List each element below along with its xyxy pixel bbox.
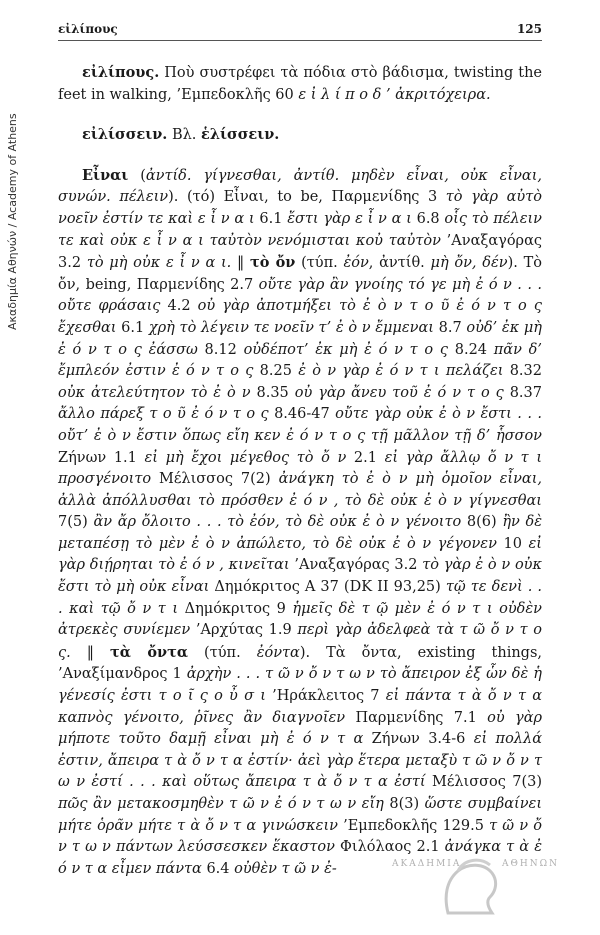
entry-text-run: Φιλόλαος 2.1 [334,839,445,856]
entry-text-run: (τύπ. [188,644,257,661]
entry-text-run: οἷς τὸ πέλειν τε καὶ οὐκ ε ἶ ν α ι ταὐτὸν νενόμισται κοὐ ταὐτὸν [58,210,542,249]
entry-text-run: εἰ μὴ ἔχοι μέγεθος τὸ ὄ ν [144,449,347,466]
entry-text-run: εἰ πολλά ἐστιν, ἄπειρα τ ὰ ὄ ν τ α ἐστίν· ἀεὶ γὰρ ἕτερα μεταξὺ τ ῶ ν ὄ ν τ ω ν ἐστί . . . καὶ οὕτως ἄπειρα τ ὰ ὄ ν τ α ἐστί [58,731,542,791]
entry-text-run: Παρμενίδης 7.1 [345,709,488,726]
entry-text-run: Ζήνων 1.1 [58,449,145,466]
entry-text-run: οὐκ ἀτελεύτητον τὸ ἐ ὸ ν [58,384,251,401]
entry-text-run: ἑλίσσειν. [201,126,280,144]
entry-text-run: ἀρχὴν . . . τ ῶ ν ὄ ν τ ω ν τὸ ἄπειρον ἐξ ὧν δὲ ἡ γένεσίς ἐστι τ ο ῖ ς ο ὖ σ ι [58,666,542,705]
entry-text-run: οὐδέποτ’ ἐκ μὴ ἐ ό ν τ ο ς [243,341,449,358]
entry-text-run: οὐ γὰρ μήποτε τοῦτο δαμῇ εἶναι μὴ ἐ ό ν τ α [58,709,543,748]
watermark-word-2: ΑΘΗΝΩΝ [502,859,559,869]
entry-text-run: 6.4 [201,860,235,877]
entry-text-run: οὔτε γὰρ ἂν γνοίης τό γε μὴ ἐ ό ν . . . οὔτε φράσαις [58,276,542,315]
entry-text-run: 10 [496,535,529,552]
entry-text-run: 8.46-47 [268,406,336,423]
entry-text-run: πᾶν δ’ ἔμπλεόν ἐστιν ἐ ό ν τ ο ς [58,341,542,380]
entry-text-run: Μέλισσος 7(3) [425,774,542,791]
entry-text-run: τ ῶ ν ὄ ν τ ω ν πάντων λεύσσεσκεν ἕκαστον [58,817,542,856]
entry-text-run: 7(5) [58,514,94,531]
entry-elissein [58,124,542,147]
entry-text-run: ἐ ὸ ν γὰρ ἐ ό ν τ ι πελάζει [298,363,504,380]
entry-text-run: ἢν δὲ μεταπέσῃ τὸ μὲν ἐ ὸ ν ἀπώλετο, τὸ δὲ οὐκ ἐ ὸ ν γέγονεν [58,514,543,552]
entry-text-run: Δημόκριτος 9 [178,600,293,617]
entry-text-run: ). (τό) Εἶναι, to be, Παρμενίδης 3 [168,189,446,206]
entry-text-run: 8(6) [461,514,503,531]
entry-text-run: οὐδ’ ἐκ μὴ ἐ ό ν τ ο ς ἐάσσω [58,319,542,358]
entry-text-run: 4.2 [160,298,198,315]
entry-text-run: μὴ ὄν, δέν [430,255,508,272]
entry-text-run: 8.24 [448,341,494,358]
entry-text-run: εἰ γὰρ διῄρηται τὸ ἐ ό ν , κινεῖται [58,535,542,574]
entry-text-run: οὔτε γὰρ οὐκ ἐ ὸ ν ἔστι . . . οὔτ’ ἐ ὸ ν ἔστιν ὅπως εἴη κεν ἐ ό ν τ ο ς τῇ μᾶλλον τῇ δ’ ἧσσον [58,406,542,444]
entry-einai [58,165,542,881]
entry-text-run: οὐ γὰρ ἄνευ τοῦ ἐ ό ν τ ο ς [294,384,504,401]
academy-watermark [392,855,582,915]
entry-text-run: ’Εμπεδοκλῆς 129.5 [337,817,490,834]
entry-text-run: Εἶναι [82,166,129,184]
entry-text-run: ἂν ἄρ ὄλοιτο . . . τὸ ἐόν, τὸ δὲ οὐκ ἐ ὸ ν γένοιτο [93,514,462,531]
entry-text-run: 8.35 [250,384,295,401]
entry-text-run: ἔστι γὰρ ε ἶ ν α ι [287,210,412,227]
entry-text-run: ). Τὰ ὄντα, existing things, ’Αναξίμανδρος 1 [58,644,542,683]
entry-text-run: ε ἰ λ ί π ο δ ’ ἀκριτόχειρα. [298,86,491,103]
entry-text-run: 8(3) [383,796,425,812]
entry-text-run: 8.37 [503,384,542,401]
entry-text-run: ’Αρχύτας 1.9 [190,622,298,639]
entry-text-run: (τύπ. [295,255,344,272]
entry-text-run: 8.32 [503,363,542,380]
entry-text-run: ἐόν [343,255,369,272]
entry-text-run: 8.7 [433,319,467,336]
entry-text-run: Ποὺ συστρέφει τὰ πόδια στὸ βάδισμα, twisting the feet in walking, ’Εμπεδοκλῆς 60 [58,65,542,103]
entry-text-run: ‖ [70,644,111,661]
entry-text-run: 8.12 [197,341,244,358]
entry-text-run: Δημόκριτος Α 37 (DK II 93,25) [209,579,446,596]
entry-text-run: τὰ ὄντα [110,643,189,661]
running-header-title: εἰλίπους [58,22,118,36]
entry-text-run: ’Ηράκλειτος 7 [265,688,386,705]
running-header [58,22,542,42]
entry-text-run: εἰ πάντα τ ὰ ὄ ν τ α καπνὸς γένοιτο, ῥῖνες ἂν διαγνοῖεν [58,688,542,726]
entry-text-run: ’Αναξαγόρας 3.2 [289,557,423,574]
entry-text-run: οὐ γὰρ ἀποτμήξει τὸ ἐ ὸ ν τ ο ῦ ἐ ό ν τ ο ς ἔχεσθαι [58,298,542,336]
entry-text-run: τὸ γὰρ αὐτὸ νοεῖν ἐστίν τε καὶ ε ἶ ν α ι [58,189,542,227]
entry-text-run: χρὴ τὸ λέγειν τε νοεῖν τ’ ἐ ὸ ν ἔμμεναι [148,319,434,336]
dictionary-content [58,62,542,880]
entry-text-run: εἰ γὰρ ἄλλῳ ὄ ν τ ι προσγένοιτο [58,449,543,488]
entry-text-run: ἀντίδ. γίγνεσθαι, ἀντίθ. μηδὲν εἶναι, οὐκ εἶναι, συνών. πέλειν [58,167,542,206]
entry-text-run: τῷ τε δενὶ . . . καὶ τῷ ὄ ν τ ι [58,579,542,617]
entry-text-run: Ζήνων 3.4-6 [363,731,474,748]
entry-text-run: 2.1 [346,449,385,466]
entry-text-run: τὸ μὴ οὐκ ε ἶ ν α ι. [86,255,232,272]
entry-text-run: 8.25 [253,363,299,380]
entry-text-run: ). Τὸ ὄν, being, Παρμενίδης 2.7 [58,255,543,293]
entry-text-run: ἄλλο πάρεξ τ ο ῦ ἐ ό ν τ ο ς [58,406,269,423]
entry-text-run: ( [128,167,146,184]
entry-text-run: οὐθὲν τ ῶ ν ἐ- [234,860,337,877]
entry-text-run: ἐόντα [256,644,300,661]
header-rule [58,40,542,41]
entry-text-run: 6.1 [116,319,149,336]
entry-text-run: ἀνάγκα τ ὰ ἐ ό ν τ α εἶμεν πάντα [58,839,542,877]
entry-text-run: εἰλίσσειν. [82,126,168,144]
entry-text-run: 6.8 [411,210,445,227]
entry-text-run: , ἀντίθ. [368,255,431,272]
entry-text-run: Μέλισσος 7(2) [151,471,279,488]
entry-text-run: ’Αναξαγόρας 3.2 [58,232,542,272]
entry-text-run: ὥστε συμβαίνει μήτε ὁρᾶν μήτε τ ὰ ὄ ν τ α γινώσκειν [58,796,543,834]
entry-text-run: περὶ γὰρ ἀδελφεὰ τὰ τ ῶ ὄ ν τ ο ς. [58,622,542,661]
archive-side-label: Ακαδημία Αθηνών / Academy of Athens [6,113,19,330]
watermark-word-1: ΑΚΑΔΗΜΙΑ [392,859,462,869]
entry-text-run: ἡμεῖς δὲ τ ῷ μὲν ἐ ό ν τ ι οὐδὲν ἀτρεκὲς συνίεμεν [58,600,542,639]
entry-text-run: ἀνάγκη τὸ ἐ ὸ ν μὴ ὁμοῖον εἶναι, ἀλλὰ ἀπόλλυσθαι τὸ πρόσθεν ἐ ό ν , τὸ δὲ οὐκ ἐ ὸ ν γίγνεσθαι [58,471,542,509]
entry-text-run: πῶς ἂν μετακοσμηθὲν τ ῶ ν ἐ ό ν τ ω ν εἴη [58,796,384,812]
entry-text-run: Βλ. [167,127,202,144]
entry-text-run: εἰλίπους. [82,64,160,81]
entry-text-run: 6.1 [254,210,288,227]
entry-text-run: ‖ [231,255,250,272]
entry-text-run: τὸ γὰρ ἐ ὸ ν οὐκ ἔστι τὸ μὴ οὐκ εἶναι [58,557,543,596]
page-number: 125 [516,22,542,36]
entry-eilipous [58,62,542,106]
entry-text-run: τὸ ὄν [250,254,296,272]
